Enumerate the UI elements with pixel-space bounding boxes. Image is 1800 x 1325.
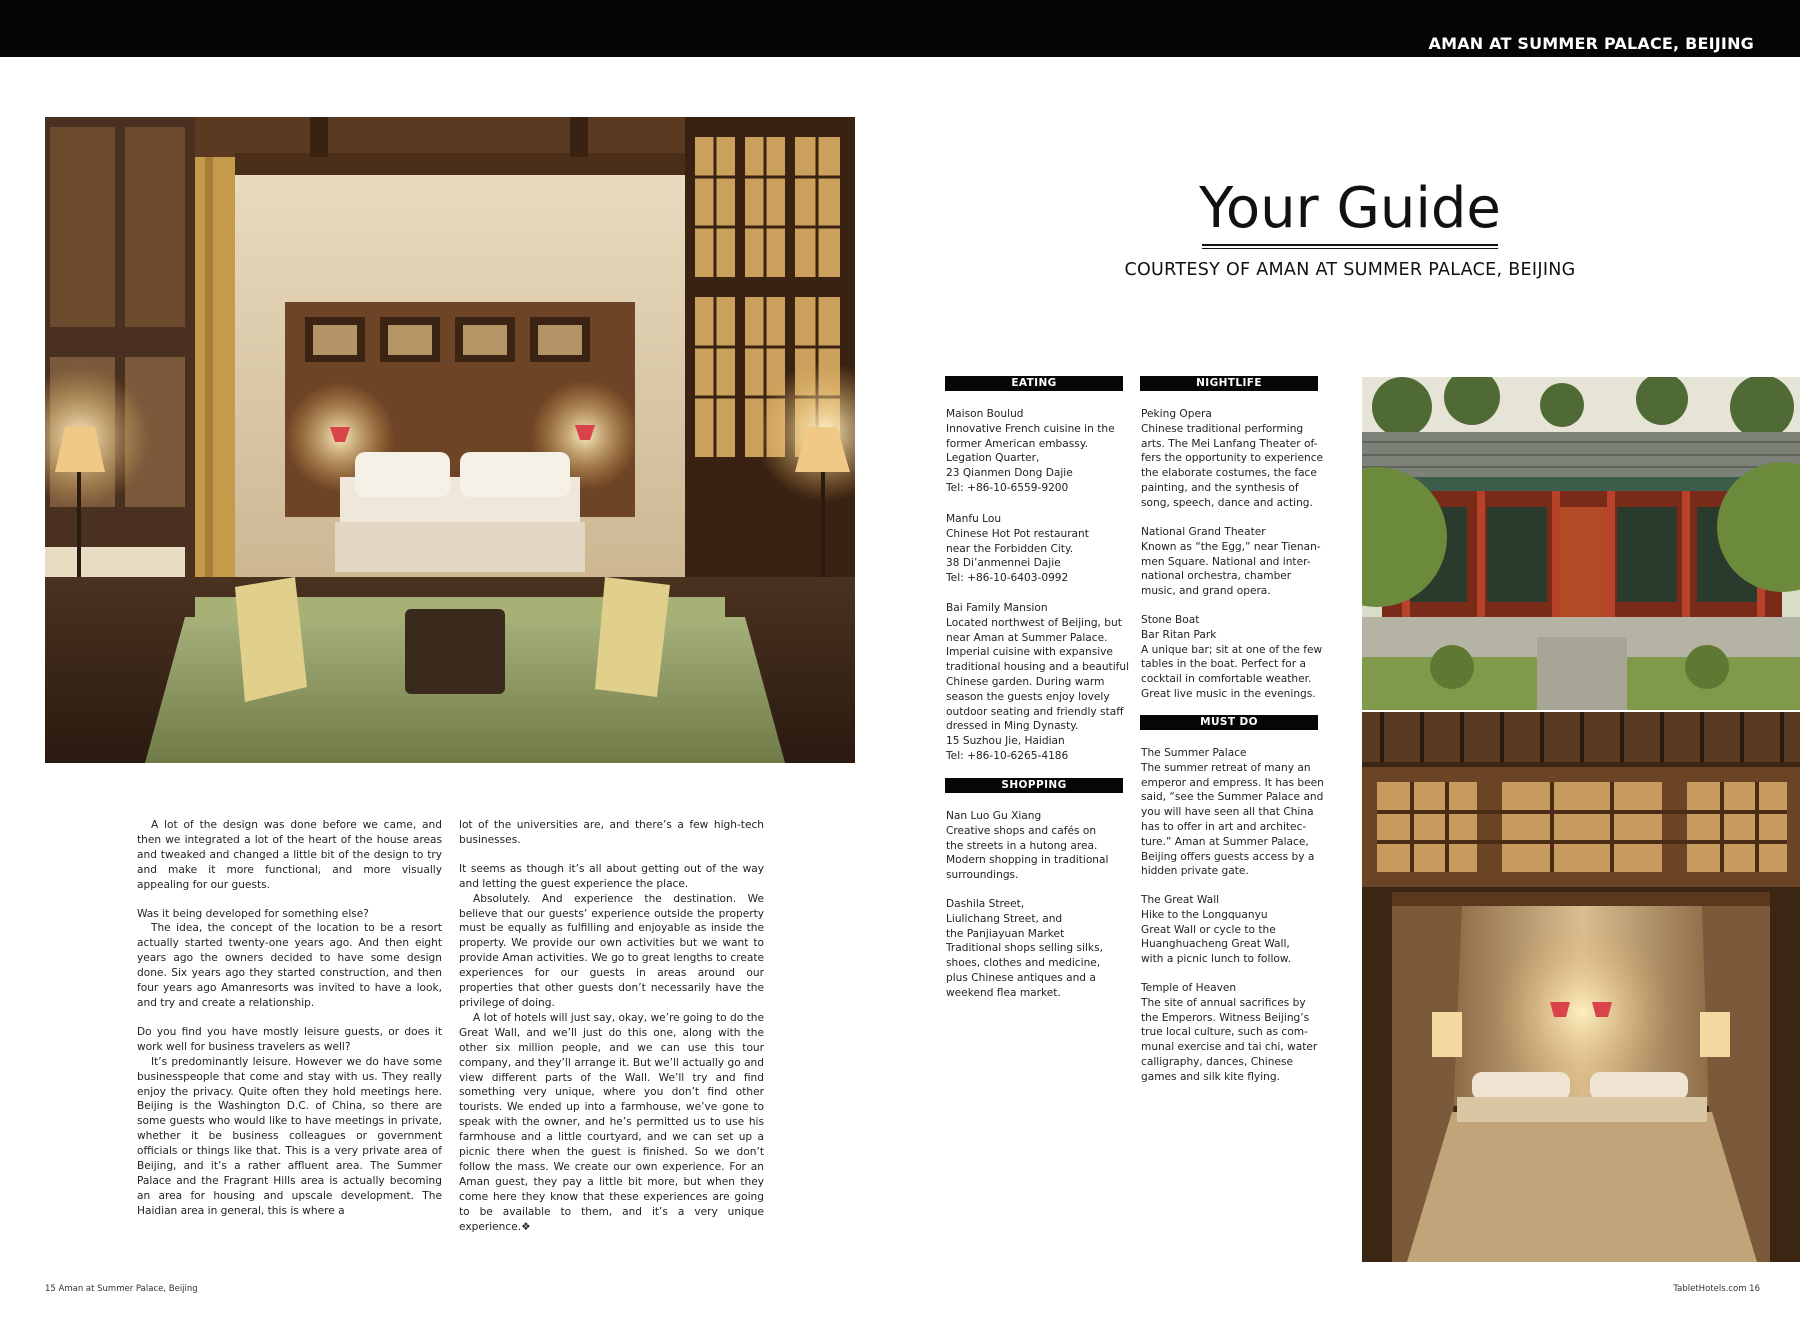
entry-line: weekend flea market. bbox=[946, 986, 1061, 999]
section-bar-nightlife: NIGHTLIFE bbox=[1140, 376, 1318, 391]
eating-entry bbox=[946, 601, 1130, 764]
entry-line: dressed in Ming Dynasty. bbox=[946, 720, 1079, 733]
entry-line: Imperial cuisine with expansive bbox=[946, 646, 1113, 659]
venue-name: Peking Opera bbox=[1141, 408, 1212, 420]
entry-line: Chinese Hot Pot restaurant bbox=[946, 527, 1089, 540]
entry-line: tables in the boat. Perfect for a bbox=[1141, 658, 1306, 671]
article-paragraph: A lot of the design was done before we came, and then we integrated a lot of the heart of the house areas and tweaked and changed a little bit of the design to try and make it more functional, and more visually appealing for our guests. bbox=[137, 819, 442, 891]
entry-line: true local culture, such as com- bbox=[1141, 1026, 1308, 1039]
entry-line: The site of annual sacrifices by bbox=[1141, 996, 1306, 1009]
entry-line: 23 Qianmen Dong Dajie bbox=[946, 467, 1073, 480]
entry-line: fers the opportunity to experience bbox=[1141, 452, 1324, 465]
eating-entry bbox=[946, 407, 1126, 496]
interview-question: It seems as though it’s all about getting out of the way and letting the guest experience the place. bbox=[459, 862, 764, 890]
entry-line: Great live music in the evenings. bbox=[1141, 687, 1316, 700]
shopping-entry bbox=[946, 897, 1126, 1001]
bedroom-photo bbox=[45, 117, 855, 763]
venue-name: Nan Luo Gu Xiang bbox=[946, 810, 1042, 822]
entry-line: The summer retreat of many an bbox=[1141, 761, 1311, 774]
article-paragraph: A lot of hotels will just say, okay, we’re going to do the Great Wall, and we’ll just do this one, along with the other six million people, and we can use this tour company, and they’ll arrange it. But we’ll actually go and view different parts of the Wall. We’ll try and find something very unique, where you don’t find other tourists. We ended up into a farmhouse, we’ve gone to speak with the owner, and he’s permitted us to use his farmhouse and a little courtyard, and we can set up a picnic there when the guest is finished. So we don’t follow the mass. We create our own experience. For an Aman guest, they pay a little bit more, but when they come here they know that these experiences are going to be available to them, and it’s a very unique experience.❖ bbox=[459, 1011, 764, 1233]
entry-line: plus Chinese antiques and a bbox=[946, 971, 1096, 984]
mustdo-entry bbox=[1141, 746, 1324, 879]
venue-name: The Summer Palace bbox=[1141, 747, 1247, 759]
entry-line: Legation Quarter, bbox=[946, 452, 1040, 465]
entry-line: Chinese garden. During warm bbox=[946, 675, 1105, 688]
nightlife-entry bbox=[1141, 613, 1321, 702]
entry-line: men Square. National and inter- bbox=[1141, 555, 1311, 568]
mustdo-entry bbox=[1141, 981, 1321, 1085]
entry-line: Located northwest of Beijing, but bbox=[946, 616, 1122, 629]
guide-title: Your Guide bbox=[1199, 176, 1501, 241]
entry-line: near Aman at Summer Palace. bbox=[946, 631, 1108, 644]
venue-name: Stone Boat bbox=[1141, 614, 1200, 626]
entry-line: song, speech, dance and acting. bbox=[1141, 496, 1313, 509]
mustdo-entry bbox=[1141, 893, 1321, 967]
entry-line: national orchestra, chamber bbox=[1141, 570, 1292, 583]
courtyard-photo bbox=[1362, 377, 1800, 710]
title-underline bbox=[1202, 248, 1498, 249]
venue-name: National Grand Theater bbox=[1141, 526, 1266, 538]
entry-line: outdoor seating and friendly staff bbox=[946, 705, 1124, 718]
entry-line: Creative shops and cafés on bbox=[946, 824, 1097, 837]
entry-line: shoes, clothes and medicine, bbox=[946, 957, 1101, 970]
entry-line: Tel: +86-10-6265-4186 bbox=[946, 749, 1069, 762]
article-paragraph: The idea, the concept of the location to be a resort actually started twenty-one years ago. And then eight years ago the owners decided to have some design done. Six years ago they started construction, and then four years ago Amanresorts was invited to have a look, and try and create a relationship. bbox=[137, 922, 442, 1009]
entry-line: Modern shopping in traditional bbox=[946, 854, 1109, 867]
entry-line: hidden private gate. bbox=[1141, 865, 1249, 878]
entry-line: Tel: +86-10-6559-9200 bbox=[946, 481, 1069, 494]
entry-line: Huanghuacheng Great Wall, bbox=[1141, 938, 1290, 951]
eating-entry bbox=[946, 512, 1126, 586]
section-bar-eating: EATING bbox=[945, 376, 1123, 391]
entry-line: A unique bar; sit at one of the few bbox=[1141, 643, 1323, 656]
entry-line: Innovative French cuisine in the bbox=[946, 422, 1115, 435]
header-title: AMAN AT SUMMER PALACE, BEIJING bbox=[1428, 34, 1754, 53]
entry-line: the Panjiayuan Market bbox=[946, 927, 1065, 940]
venue-name: The Great Wall bbox=[1141, 894, 1220, 906]
section-bar-shopping: SHOPPING bbox=[945, 778, 1123, 793]
article-column-1 bbox=[137, 818, 442, 1219]
header-bar bbox=[0, 0, 1800, 57]
entry-line: painting, and the synthesis of bbox=[1141, 481, 1299, 494]
entry-line: Bar Ritan Park bbox=[1141, 628, 1217, 641]
entry-line: Liulichang Street, and bbox=[946, 912, 1063, 925]
venue-name: Temple of Heaven bbox=[1141, 982, 1237, 994]
entry-line: the elaborate costumes, the face bbox=[1141, 467, 1317, 480]
section-bar-must-do: MUST DO bbox=[1140, 715, 1318, 730]
nightlife-entry bbox=[1141, 407, 1324, 511]
entry-line: Hike to the Longquanyu bbox=[1141, 908, 1268, 921]
venue-name: Bai Family Mansion bbox=[946, 602, 1048, 614]
venue-name: Maison Boulud bbox=[946, 408, 1024, 420]
entry-line: calligraphy, dances, Chinese bbox=[1141, 1055, 1294, 1068]
venue-name: Dashila Street, bbox=[946, 898, 1025, 910]
entry-line: music, and grand opera. bbox=[1141, 585, 1271, 598]
entry-line: Tel: +86-10-6403-0992 bbox=[946, 572, 1069, 585]
footer-right: TabletHotels.com 16 bbox=[1673, 1284, 1760, 1294]
interview-question: Was it being developed for something else? bbox=[137, 907, 369, 920]
entry-line: the streets in a hutong area. bbox=[946, 839, 1098, 852]
entry-line: arts. The Mei Lanfang Theater of- bbox=[1141, 437, 1318, 450]
footer-left: 15 Aman at Summer Palace, Beijing bbox=[45, 1284, 198, 1294]
entry-line: munal exercise and tai chi, water bbox=[1141, 1041, 1318, 1054]
entry-line: Chinese traditional performing bbox=[1141, 422, 1304, 435]
interview-question: Do you find you have mostly leisure guests, or does it work well for business travelers as well? bbox=[137, 1025, 442, 1053]
entry-line: Known as “the Egg,” near Tienan- bbox=[1141, 540, 1321, 553]
entry-line: games and silk kite flying. bbox=[1141, 1070, 1280, 1083]
entry-line: Beijing offers guests access by a bbox=[1141, 850, 1315, 863]
article-paragraph: Absolutely. And experience the destination. We believe that our guests’ experience outside the property must be equally as fulfilling and enjoyable as inside the property. We provide our own activities but we want to provide Aman activities. We go to great lengths to create experiences for our guests in areas around our properties that other guests don’t necessarily have the privilege of doing. bbox=[459, 892, 764, 1009]
entry-line: season the guests enjoy lovely bbox=[946, 690, 1110, 703]
entry-line: former American embassy. bbox=[946, 437, 1088, 450]
article-column-2 bbox=[459, 818, 764, 1234]
entry-line: near the Forbidden City. bbox=[946, 542, 1074, 555]
venue-name: Manfu Lou bbox=[946, 513, 1002, 525]
article-paragraph: lot of the universities are, and there’s a few high-tech businesses. bbox=[459, 819, 764, 846]
entry-line: 38 Di’anmennei Dajie bbox=[946, 557, 1061, 570]
entry-line: 15 Suzhou Jie, Haidian bbox=[946, 735, 1065, 748]
article-paragraph: It’s predominantly leisure. However we do have some businesspeople that come and stay with us. They really enjoy the privacy. Quite often they hold meetings here. Beijing is the Washington D.C. of China, so there are some guests who would like to have meetings in private, whether it be business colleagues or government officials or things like that. This is a very private area of Beijing, and it’s a rather affluent area. The Summer Palace and the Fragrant Hills area is actually becoming an area for housing and upscale development. The Haidian area in general, this is where a bbox=[137, 1055, 442, 1217]
entry-line: with a picnic lunch to follow. bbox=[1141, 953, 1291, 966]
entry-line: Traditional shops selling silks, bbox=[946, 942, 1103, 955]
entry-line: ture.” Aman at Summer Palace, bbox=[1141, 835, 1309, 848]
entry-line: surroundings. bbox=[946, 869, 1019, 882]
nightlife-entry bbox=[1141, 525, 1321, 599]
guide-subtitle: COURTESY OF AMAN AT SUMMER PALACE, BEIJING bbox=[1124, 260, 1576, 280]
entry-line: traditional housing and a beautiful bbox=[946, 661, 1130, 674]
shopping-entry bbox=[946, 809, 1126, 883]
entry-line: emperor and empress. It has been bbox=[1141, 776, 1324, 789]
title-underline bbox=[1202, 244, 1498, 246]
entry-line: you will have seen all that China bbox=[1141, 806, 1314, 819]
entry-line: has to offer in art and architec- bbox=[1141, 820, 1307, 833]
entry-line: Great Wall or cycle to the bbox=[1141, 923, 1276, 936]
canopy-bed-photo bbox=[1362, 712, 1800, 1262]
entry-line: said, “see the Summer Palace and bbox=[1141, 791, 1324, 804]
entry-line: cocktail in comfortable weather. bbox=[1141, 673, 1312, 686]
entry-line: the Emperors. Witness Beijing’s bbox=[1141, 1011, 1310, 1024]
